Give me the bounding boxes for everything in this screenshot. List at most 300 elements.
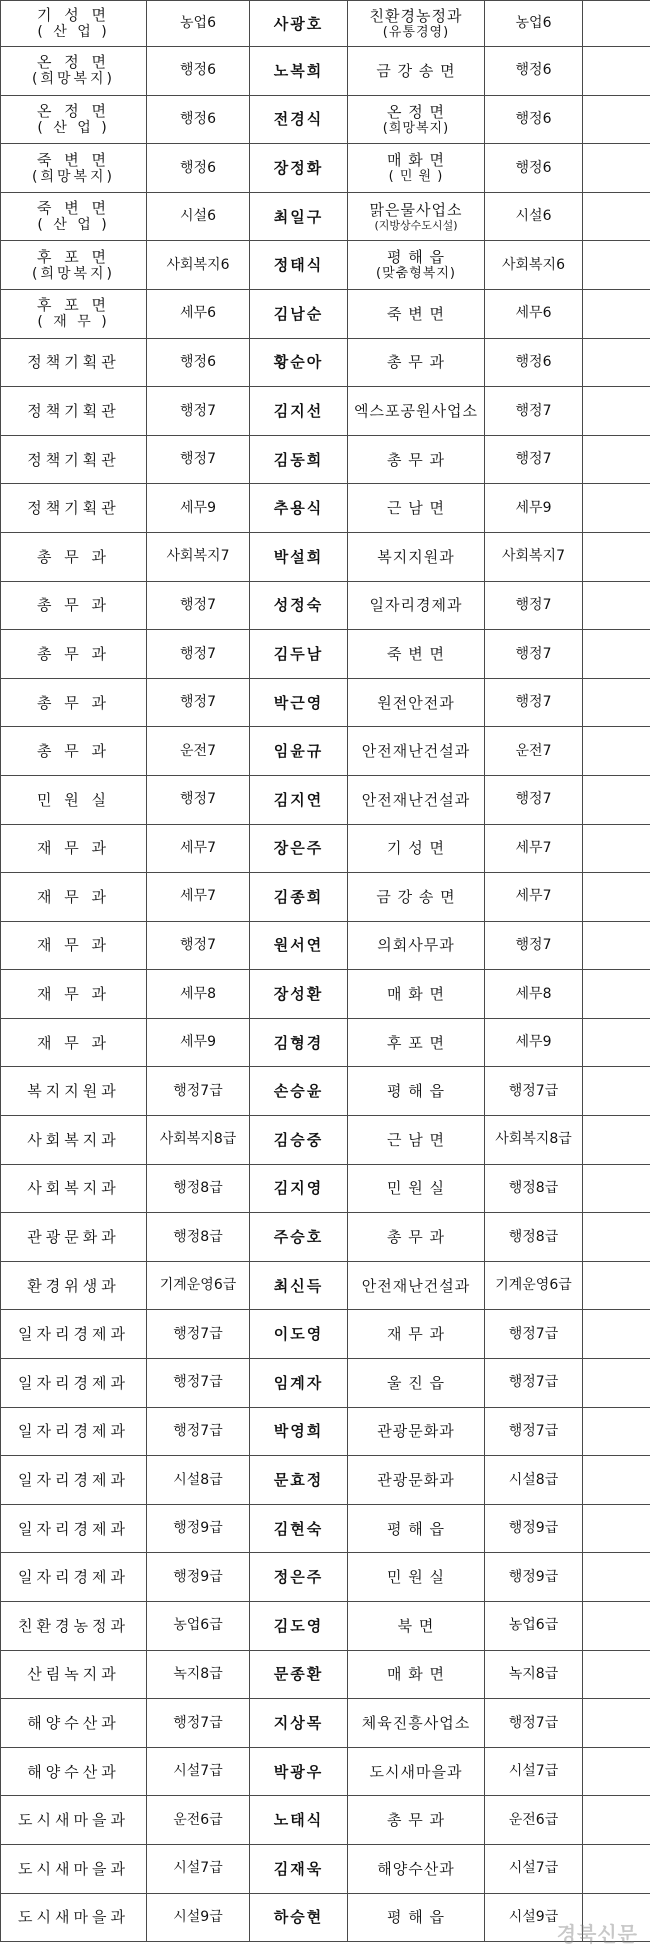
from-grade-cell: 시설6 bbox=[147, 192, 250, 241]
from-department: 일자리경제과 bbox=[18, 1519, 129, 1538]
from-department: 죽 변 면 bbox=[36, 199, 110, 218]
from-department: 온 정 면 bbox=[36, 101, 110, 120]
from-grade-cell: 세무6 bbox=[147, 289, 250, 338]
table-row bbox=[1, 387, 650, 436]
employee-name-cell: 정은주 bbox=[250, 1553, 348, 1602]
employee-name-cell: 김동희 bbox=[250, 435, 348, 484]
from-department: 재 무 과 bbox=[36, 936, 110, 955]
to-department: 원전안전과 bbox=[377, 693, 455, 712]
remarks-cell bbox=[583, 1116, 650, 1165]
to-department: 관광문화과 bbox=[377, 1471, 455, 1490]
to-department: 금 강 송 면 bbox=[376, 887, 456, 906]
employee-name-cell: 김형경 bbox=[250, 1018, 348, 1067]
to-department: 재 무 과 bbox=[386, 1325, 445, 1344]
from-grade-cell: 세무9 bbox=[147, 484, 250, 533]
to-grade-cell: 행정7급 bbox=[485, 1407, 583, 1456]
employee-name-cell: 문효정 bbox=[250, 1456, 348, 1505]
to-department: 울 진 읍 bbox=[386, 1373, 445, 1392]
to-department-cell bbox=[348, 289, 485, 338]
from-grade-cell: 사회복지8급 bbox=[147, 1116, 250, 1165]
remarks-cell bbox=[583, 970, 650, 1019]
table-row bbox=[1, 921, 650, 970]
to-department: 근 남 면 bbox=[386, 1130, 445, 1149]
from-grade-cell: 세무8 bbox=[147, 970, 250, 1019]
to-department: 친환경농정과 bbox=[369, 6, 463, 25]
from-grade-cell: 세무7 bbox=[147, 873, 250, 922]
from-grade-cell: 시설9급 bbox=[147, 1893, 250, 1942]
from-department-cell bbox=[1, 1893, 147, 1942]
from-grade-cell: 녹지8급 bbox=[147, 1650, 250, 1699]
table-row bbox=[1, 1116, 650, 1165]
from-department: 후 포 면 bbox=[36, 296, 110, 315]
to-department-sub: ( 민 원 ) bbox=[388, 169, 444, 185]
from-grade-cell: 행정9급 bbox=[147, 1553, 250, 1602]
from-department-cell bbox=[1, 1310, 147, 1359]
table-row bbox=[1, 338, 650, 387]
from-department-cell bbox=[1, 921, 147, 970]
to-department-cell bbox=[348, 1116, 485, 1165]
remarks-cell bbox=[583, 1456, 650, 1505]
employee-name-cell: 박광우 bbox=[250, 1747, 348, 1796]
to-department: 금 강 송 면 bbox=[376, 61, 456, 80]
from-grade-cell: 행정6 bbox=[147, 95, 250, 144]
employee-name-cell: 전경식 bbox=[250, 95, 348, 144]
from-department-cell bbox=[1, 144, 147, 193]
to-department: 민 원 실 bbox=[386, 1568, 445, 1587]
remarks-cell bbox=[583, 47, 650, 96]
from-department-cell bbox=[1, 387, 147, 436]
to-department-cell bbox=[348, 1456, 485, 1505]
to-department-cell bbox=[348, 1602, 485, 1651]
to-department-sub: (유통경영) bbox=[382, 24, 450, 40]
table-row bbox=[1, 1650, 650, 1699]
to-grade-cell: 시설8급 bbox=[485, 1456, 583, 1505]
to-department: 총 무 과 bbox=[386, 353, 445, 372]
to-grade-cell: 행정8급 bbox=[485, 1213, 583, 1262]
remarks-cell bbox=[583, 241, 650, 290]
to-grade-cell: 세무9 bbox=[485, 1018, 583, 1067]
to-department-cell bbox=[348, 1699, 485, 1748]
from-grade-cell: 행정7급 bbox=[147, 1359, 250, 1408]
from-department-cell bbox=[1, 289, 147, 338]
from-department-cell bbox=[1, 970, 147, 1019]
table-row bbox=[1, 824, 650, 873]
remarks-cell bbox=[583, 581, 650, 630]
from-department: 총 무 과 bbox=[36, 596, 110, 615]
employee-name-cell: 사광호 bbox=[250, 1, 348, 47]
employee-name-cell: 김종희 bbox=[250, 873, 348, 922]
table-row bbox=[1, 1407, 650, 1456]
to-department-cell bbox=[348, 678, 485, 727]
to-department-cell bbox=[348, 1407, 485, 1456]
table-row bbox=[1, 1164, 650, 1213]
to-grade-cell: 운전7 bbox=[485, 727, 583, 776]
employee-name-cell: 정태식 bbox=[250, 241, 348, 290]
remarks-cell bbox=[583, 435, 650, 484]
remarks-cell bbox=[583, 387, 650, 436]
from-department-cell bbox=[1, 1844, 147, 1893]
remarks-cell bbox=[583, 1310, 650, 1359]
to-grade-cell: 행정7급 bbox=[485, 1067, 583, 1116]
to-department-cell bbox=[348, 1, 485, 47]
remarks-cell bbox=[583, 824, 650, 873]
remarks-cell bbox=[583, 1213, 650, 1262]
from-department: 사회복지과 bbox=[27, 1130, 120, 1149]
from-department: 정책기획관 bbox=[27, 499, 120, 518]
employee-name-cell: 김지연 bbox=[250, 775, 348, 824]
from-grade-cell: 행정7급 bbox=[147, 1067, 250, 1116]
from-grade-cell: 행정7 bbox=[147, 630, 250, 679]
to-department-cell bbox=[348, 192, 485, 241]
table-row bbox=[1, 241, 650, 290]
remarks-cell bbox=[583, 1067, 650, 1116]
remarks-cell bbox=[583, 1359, 650, 1408]
from-grade-cell: 행정7 bbox=[147, 387, 250, 436]
remarks-cell bbox=[583, 338, 650, 387]
from-department: 친환경농정과 bbox=[18, 1616, 129, 1635]
to-department: 총 무 과 bbox=[386, 450, 445, 469]
to-grade-cell: 시설6 bbox=[485, 192, 583, 241]
from-department-cell bbox=[1, 1407, 147, 1456]
from-department-cell bbox=[1, 241, 147, 290]
employee-name-cell: 김현숙 bbox=[250, 1504, 348, 1553]
from-department-cell bbox=[1, 1164, 147, 1213]
from-department: 재 무 과 bbox=[36, 985, 110, 1004]
to-department-cell bbox=[348, 1261, 485, 1310]
table-row bbox=[1, 1602, 650, 1651]
remarks-cell bbox=[583, 1164, 650, 1213]
from-grade-cell: 행정7급 bbox=[147, 1310, 250, 1359]
from-department: 후 포 면 bbox=[36, 247, 110, 266]
table-row bbox=[1, 1067, 650, 1116]
to-department: 온 정 면 bbox=[386, 102, 445, 121]
to-grade-cell: 농업6급 bbox=[485, 1602, 583, 1651]
from-department-cell bbox=[1, 192, 147, 241]
to-grade-cell: 행정9급 bbox=[485, 1553, 583, 1602]
employee-name-cell: 김승중 bbox=[250, 1116, 348, 1165]
remarks-cell bbox=[583, 289, 650, 338]
to-grade-cell: 세무7 bbox=[485, 873, 583, 922]
employee-name-cell: 주승호 bbox=[250, 1213, 348, 1262]
from-department-cell bbox=[1, 95, 147, 144]
from-department: 죽 변 면 bbox=[36, 150, 110, 169]
from-grade-cell: 행정7 bbox=[147, 775, 250, 824]
from-department: 복지지원과 bbox=[27, 1082, 120, 1101]
from-grade-cell: 시설8급 bbox=[147, 1456, 250, 1505]
to-department: 후 포 면 bbox=[386, 1033, 445, 1052]
from-department-cell bbox=[1, 1650, 147, 1699]
employee-name-cell: 성정숙 bbox=[250, 581, 348, 630]
employee-name-cell: 김두남 bbox=[250, 630, 348, 679]
to-grade-cell: 사회복지7 bbox=[485, 532, 583, 581]
from-department: 총 무 과 bbox=[36, 742, 110, 761]
remarks-cell bbox=[583, 1407, 650, 1456]
from-grade-cell: 행정6 bbox=[147, 144, 250, 193]
employee-name-cell: 손승윤 bbox=[250, 1067, 348, 1116]
to-grade-cell: 사회복지8급 bbox=[485, 1116, 583, 1165]
remarks-cell bbox=[583, 1, 650, 47]
to-department-cell bbox=[348, 581, 485, 630]
to-grade-cell: 행정7 bbox=[485, 435, 583, 484]
from-grade-cell: 행정7급 bbox=[147, 1407, 250, 1456]
to-department: 북 면 bbox=[397, 1616, 435, 1635]
from-department-cell bbox=[1, 47, 147, 96]
from-grade-cell: 행정8급 bbox=[147, 1164, 250, 1213]
remarks-cell bbox=[583, 1602, 650, 1651]
to-department-cell bbox=[348, 1359, 485, 1408]
from-department: 일자리경제과 bbox=[18, 1373, 129, 1392]
from-grade-cell: 행정7 bbox=[147, 435, 250, 484]
to-grade-cell: 행정7 bbox=[485, 387, 583, 436]
remarks-cell bbox=[583, 1747, 650, 1796]
to-department-cell bbox=[348, 241, 485, 290]
from-grade-cell: 행정9급 bbox=[147, 1504, 250, 1553]
from-grade-cell: 기계운영6급 bbox=[147, 1261, 250, 1310]
to-department: 매 화 면 bbox=[386, 985, 445, 1004]
to-department: 해양수산과 bbox=[377, 1859, 455, 1878]
remarks-cell bbox=[583, 1699, 650, 1748]
to-department: 안전재난건설과 bbox=[361, 790, 471, 809]
from-department-sub: ( 산 업 ) bbox=[37, 24, 110, 41]
employee-name-cell: 임윤규 bbox=[250, 727, 348, 776]
to-department-cell bbox=[348, 47, 485, 96]
to-department: 죽 변 면 bbox=[386, 644, 445, 663]
to-department-cell bbox=[348, 338, 485, 387]
to-department-cell bbox=[348, 1844, 485, 1893]
from-department-cell bbox=[1, 435, 147, 484]
to-department: 안전재난건설과 bbox=[361, 742, 471, 761]
to-department-cell bbox=[348, 1796, 485, 1845]
to-department: 근 남 면 bbox=[386, 499, 445, 518]
from-grade-cell: 행정7 bbox=[147, 581, 250, 630]
from-department: 일자리경제과 bbox=[18, 1568, 129, 1587]
remarks-cell bbox=[583, 144, 650, 193]
to-grade-cell: 행정6 bbox=[485, 95, 583, 144]
employee-name-cell: 최신득 bbox=[250, 1261, 348, 1310]
to-department: 평 해 읍 bbox=[386, 1082, 445, 1101]
table-row bbox=[1, 1261, 650, 1310]
from-department-cell bbox=[1, 678, 147, 727]
from-department-cell bbox=[1, 824, 147, 873]
to-department-cell bbox=[348, 144, 485, 193]
from-department-sub: ( 산 업 ) bbox=[37, 119, 110, 136]
employee-name-cell: 김지선 bbox=[250, 387, 348, 436]
from-department: 일자리경제과 bbox=[18, 1422, 129, 1441]
table-row bbox=[1, 1, 650, 47]
employee-name-cell: 김지영 bbox=[250, 1164, 348, 1213]
from-department-cell bbox=[1, 1359, 147, 1408]
from-department-cell bbox=[1, 1261, 147, 1310]
to-department-cell bbox=[348, 873, 485, 922]
from-department: 재 무 과 bbox=[36, 839, 110, 858]
from-department-cell bbox=[1, 1067, 147, 1116]
to-department-cell bbox=[348, 727, 485, 776]
employee-name-cell: 이도영 bbox=[250, 1310, 348, 1359]
from-department-sub: (희망복지) bbox=[31, 71, 116, 88]
to-department: 매 화 면 bbox=[386, 1665, 445, 1684]
from-department-sub: ( 산 업 ) bbox=[37, 217, 110, 234]
from-department: 해양수산과 bbox=[27, 1713, 120, 1732]
to-grade-cell: 행정7 bbox=[485, 921, 583, 970]
from-department: 총 무 과 bbox=[36, 547, 110, 566]
table-row bbox=[1, 1504, 650, 1553]
from-grade-cell: 행정6 bbox=[147, 338, 250, 387]
employee-name-cell: 추용식 bbox=[250, 484, 348, 533]
watermark-logo: 경북신문 bbox=[556, 1922, 638, 1946]
remarks-cell bbox=[583, 532, 650, 581]
table-row bbox=[1, 1018, 650, 1067]
from-grade-cell: 농업6 bbox=[147, 1, 250, 47]
from-department: 환경위생과 bbox=[27, 1276, 120, 1295]
to-grade-cell: 시설7급 bbox=[485, 1747, 583, 1796]
to-department-sub: (지방상수도시설) bbox=[374, 218, 458, 232]
from-department-cell bbox=[1, 1747, 147, 1796]
from-grade-cell: 사회복지7 bbox=[147, 532, 250, 581]
from-department-cell bbox=[1, 1213, 147, 1262]
from-department: 총 무 과 bbox=[36, 693, 110, 712]
employee-name-cell: 박영희 bbox=[250, 1407, 348, 1456]
table-row bbox=[1, 1456, 650, 1505]
to-grade-cell: 운전6급 bbox=[485, 1796, 583, 1845]
to-department-sub: (맞춤형복지) bbox=[376, 266, 456, 282]
to-grade-cell: 시설9급 bbox=[485, 1893, 583, 1942]
employee-name-cell: 노복희 bbox=[250, 47, 348, 96]
employee-name-cell: 박근영 bbox=[250, 678, 348, 727]
to-grade-cell: 세무8 bbox=[485, 970, 583, 1019]
to-department-cell bbox=[348, 1164, 485, 1213]
to-department: 죽 변 면 bbox=[386, 304, 445, 323]
employee-name-cell: 황순아 bbox=[250, 338, 348, 387]
remarks-cell bbox=[583, 873, 650, 922]
from-grade-cell: 운전6급 bbox=[147, 1796, 250, 1845]
to-department-cell bbox=[348, 435, 485, 484]
from-department-cell bbox=[1, 1602, 147, 1651]
remarks-cell bbox=[583, 192, 650, 241]
to-grade-cell: 행정6 bbox=[485, 144, 583, 193]
from-department: 도시새마을과 bbox=[18, 1811, 129, 1830]
table-row bbox=[1, 1553, 650, 1602]
employee-name-cell: 임계자 bbox=[250, 1359, 348, 1408]
to-department: 평 해 읍 bbox=[386, 1908, 445, 1927]
from-grade-cell: 사회복지6 bbox=[147, 241, 250, 290]
to-grade-cell: 행정6 bbox=[485, 47, 583, 96]
remarks-cell bbox=[583, 1261, 650, 1310]
to-department-cell bbox=[348, 1067, 485, 1116]
employee-name-cell: 장정화 bbox=[250, 144, 348, 193]
from-department-cell bbox=[1, 1796, 147, 1845]
from-department-cell bbox=[1, 873, 147, 922]
table-row bbox=[1, 1699, 650, 1748]
to-department-sub: (희망복지) bbox=[382, 120, 450, 136]
table-row bbox=[1, 192, 650, 241]
table-row bbox=[1, 678, 650, 727]
remarks-cell bbox=[583, 1018, 650, 1067]
remarks-cell bbox=[583, 678, 650, 727]
from-department-sub: (희망복지) bbox=[31, 265, 116, 282]
employee-name-cell: 하승현 bbox=[250, 1893, 348, 1942]
from-department: 도시새마을과 bbox=[18, 1859, 129, 1878]
table-row bbox=[1, 95, 650, 144]
remarks-cell bbox=[583, 1844, 650, 1893]
from-department-cell bbox=[1, 1, 147, 47]
from-grade-cell: 행정7급 bbox=[147, 1699, 250, 1748]
table-row bbox=[1, 144, 650, 193]
from-department-cell bbox=[1, 532, 147, 581]
from-department-sub: (희망복지) bbox=[31, 168, 116, 185]
remarks-cell bbox=[583, 1553, 650, 1602]
employee-name-cell: 지상목 bbox=[250, 1699, 348, 1748]
table-row bbox=[1, 630, 650, 679]
to-department-cell bbox=[348, 1504, 485, 1553]
to-department: 의회사무과 bbox=[377, 936, 455, 955]
from-department-cell bbox=[1, 1456, 147, 1505]
table-row bbox=[1, 1310, 650, 1359]
to-department: 기 성 면 bbox=[386, 839, 445, 858]
from-department: 일자리경제과 bbox=[18, 1325, 129, 1344]
employee-name-cell: 원서연 bbox=[250, 921, 348, 970]
table-row bbox=[1, 727, 650, 776]
employee-name-cell: 최일구 bbox=[250, 192, 348, 241]
to-grade-cell: 행정7급 bbox=[485, 1359, 583, 1408]
from-department: 총 무 과 bbox=[36, 644, 110, 663]
to-department-cell bbox=[348, 484, 485, 533]
remarks-cell bbox=[583, 1650, 650, 1699]
table-row bbox=[1, 873, 650, 922]
from-department-cell bbox=[1, 630, 147, 679]
to-department-cell bbox=[348, 532, 485, 581]
employee-name-cell: 김도영 bbox=[250, 1602, 348, 1651]
to-department: 관광문화과 bbox=[377, 1422, 455, 1441]
table-row bbox=[1, 47, 650, 96]
table-row bbox=[1, 970, 650, 1019]
from-department-cell bbox=[1, 338, 147, 387]
from-department-cell bbox=[1, 1553, 147, 1602]
to-grade-cell: 행정7 bbox=[485, 678, 583, 727]
from-department: 산림녹지과 bbox=[27, 1665, 120, 1684]
to-grade-cell: 농업6 bbox=[485, 1, 583, 47]
to-department: 도시새마을과 bbox=[369, 1762, 463, 1781]
from-grade-cell: 운전7 bbox=[147, 727, 250, 776]
table-row bbox=[1, 1747, 650, 1796]
to-department-cell bbox=[348, 1893, 485, 1942]
from-grade-cell: 행정7 bbox=[147, 678, 250, 727]
from-department: 도시새마을과 bbox=[18, 1908, 129, 1927]
employee-name-cell: 장성환 bbox=[250, 970, 348, 1019]
employee-name-cell: 노태식 bbox=[250, 1796, 348, 1845]
to-department: 총 무 과 bbox=[386, 1228, 445, 1247]
from-department-cell bbox=[1, 1116, 147, 1165]
from-department: 관광문화과 bbox=[27, 1228, 120, 1247]
from-department-cell bbox=[1, 581, 147, 630]
to-department: 매 화 면 bbox=[386, 151, 445, 170]
to-grade-cell: 행정7 bbox=[485, 581, 583, 630]
to-grade-cell: 행정7 bbox=[485, 630, 583, 679]
employee-name-cell: 김남순 bbox=[250, 289, 348, 338]
to-grade-cell: 시설7급 bbox=[485, 1844, 583, 1893]
to-department-cell bbox=[348, 921, 485, 970]
remarks-cell bbox=[583, 1504, 650, 1553]
table-body bbox=[1, 1, 650, 1942]
from-department-cell bbox=[1, 727, 147, 776]
from-department-cell bbox=[1, 1018, 147, 1067]
to-grade-cell: 행정7급 bbox=[485, 1310, 583, 1359]
from-grade-cell: 행정8급 bbox=[147, 1213, 250, 1262]
to-grade-cell: 행정7 bbox=[485, 775, 583, 824]
to-department: 엑스포공원사업소 bbox=[354, 401, 478, 420]
to-department-cell bbox=[348, 970, 485, 1019]
from-grade-cell: 행정7 bbox=[147, 921, 250, 970]
table-row bbox=[1, 435, 650, 484]
